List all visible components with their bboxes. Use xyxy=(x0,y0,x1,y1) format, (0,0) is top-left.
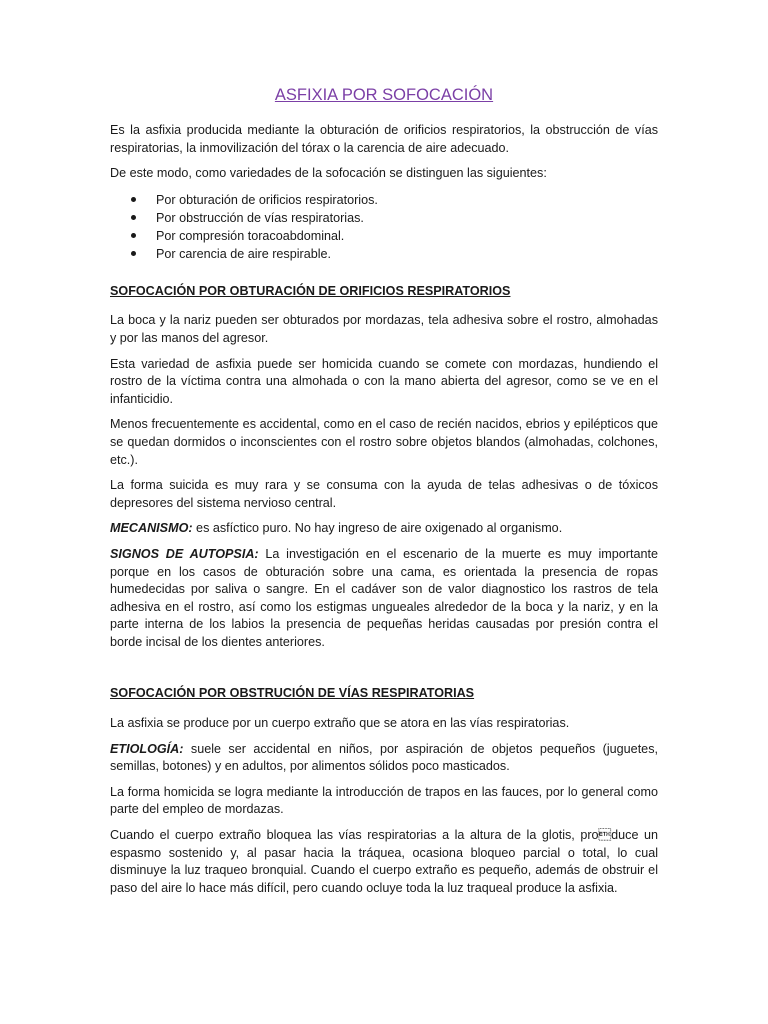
section1-paragraph-3: Menos frecuentemente es accidental, como en el caso de recién nacidos, ebrios y epilépticos que se quedan dormidos o inconscientes con el rostro sobre objetos blandos (almohadas, colchones, etc.). xyxy=(110,417,658,467)
list-item-text: Por compresión toracoabdominal. xyxy=(156,228,345,243)
document-page xyxy=(110,84,658,905)
mecanismo-text: es asfíctico puro. No hay ingreso de aire oxigenado al organismo. xyxy=(192,521,563,536)
list-item xyxy=(110,209,658,227)
section2-paragraph-3: Cuando el cuerpo extraño bloquea las vías respiratorias a la altura de la glotis, produce un espasmo sostenido y, al pasar hacia la tráquea, ocasiona bloqueo parcial o total, lo cual disminuye la luz traqueo bronquial. Cuando el cuerpo extraño es pequeño, además de obstruir el paso del aire lo hace más difícil, pero cuando ocluye toda la luz traqueal produce la asfixia. xyxy=(110,828,658,895)
document-title: ASFIXIA POR SOFOCACIÓN xyxy=(274,86,494,104)
intro-paragraph-1: Es la asfixia producida mediante la obturación de orificios respiratorios, la obstrucción de vías respiratorias, la inmovilización del tórax o la carencia de aire adecuado. xyxy=(110,123,658,155)
section1-paragraph-4: La forma suicida es muy rara y se consuma con la ayuda de telas adhesivas o de tóxicos depresores del sistema nervioso central. xyxy=(110,478,658,510)
etiologia-text: suele ser accidental en niños, por aspiración de objetos pequeños (juguetes, semillas, botones) y en adultos, por alimentos sólidos poco masticados. xyxy=(110,741,658,774)
section2-paragraph-1: La asfixia se produce por un cuerpo extraño que se atora en las vías respiratorias. xyxy=(110,716,570,731)
list-item-text: Por obstrucción de vías respiratorias. xyxy=(156,210,364,225)
etiologia-label: ETIOLOGÍA: xyxy=(110,741,184,756)
bullet-icon xyxy=(131,251,136,256)
signos-text: La investigación en el escenario de la muerte es muy importante porque en los casos de obturación sobre una cama, es orientada la presencia de ropas humedecidas por saliva o sangre. En el cadáver son de valor diagnostico los rastros de tela adhesiva en el rostro, así como los estigmas ungueales alrededor de la boca y la nariz, y en la parte interna de los labios la presencia de pequeñas heridas causadas por presión contra el borde incisal de los dientes anteriores. xyxy=(110,546,658,649)
list-item xyxy=(110,227,658,245)
list-item-text: Por carencia de aire respirable. xyxy=(156,246,332,261)
section1-paragraph-2: Esta variedad de asfixia puede ser homicida cuando se comete con mordazas, hundiendo el rostro de la víctima contra una almohada o con la mano abierta del agresor, como se ve en el infanticidio. xyxy=(110,356,658,406)
list-item xyxy=(110,191,658,209)
bullet-icon xyxy=(131,233,136,238)
section1-paragraph-1: La boca y la nariz pueden ser obturados por mordazas, tela adhesiva sobre el rostro, almohadas y por las manos del agresor. xyxy=(110,313,658,345)
bullet-icon xyxy=(131,197,136,202)
list-item-text: Por obturación de orificios respiratorios. xyxy=(156,192,378,207)
section2-paragraph-2: La forma homicida se logra mediante la introducción de trapos en las fauces, por lo general como parte del empleo de mordazas. xyxy=(110,784,658,817)
intro-paragraph-2: De este modo, como variedades de la sofocación se distinguen las siguientes: xyxy=(110,166,547,181)
varieties-list xyxy=(110,191,658,263)
bullet-icon xyxy=(131,215,136,220)
signos-label: SIGNOS DE AUTOPSIA: xyxy=(110,546,259,561)
etiologia-paragraph xyxy=(110,741,658,776)
mecanismo-paragraph xyxy=(110,520,658,538)
mecanismo-label: MECANISMO: xyxy=(110,521,193,536)
list-item xyxy=(110,245,658,263)
signos-paragraph xyxy=(110,546,658,652)
section-heading-obturacion: SOFOCACIÓN POR OBTURACIÓN DE ORIFICIOS RESPIRATORIOS xyxy=(110,283,511,298)
section-heading-obstruccion: SOFOCACIÓN POR OBSTRUCIÓN DE VÍAS RESPIRATORIAS xyxy=(110,686,475,701)
